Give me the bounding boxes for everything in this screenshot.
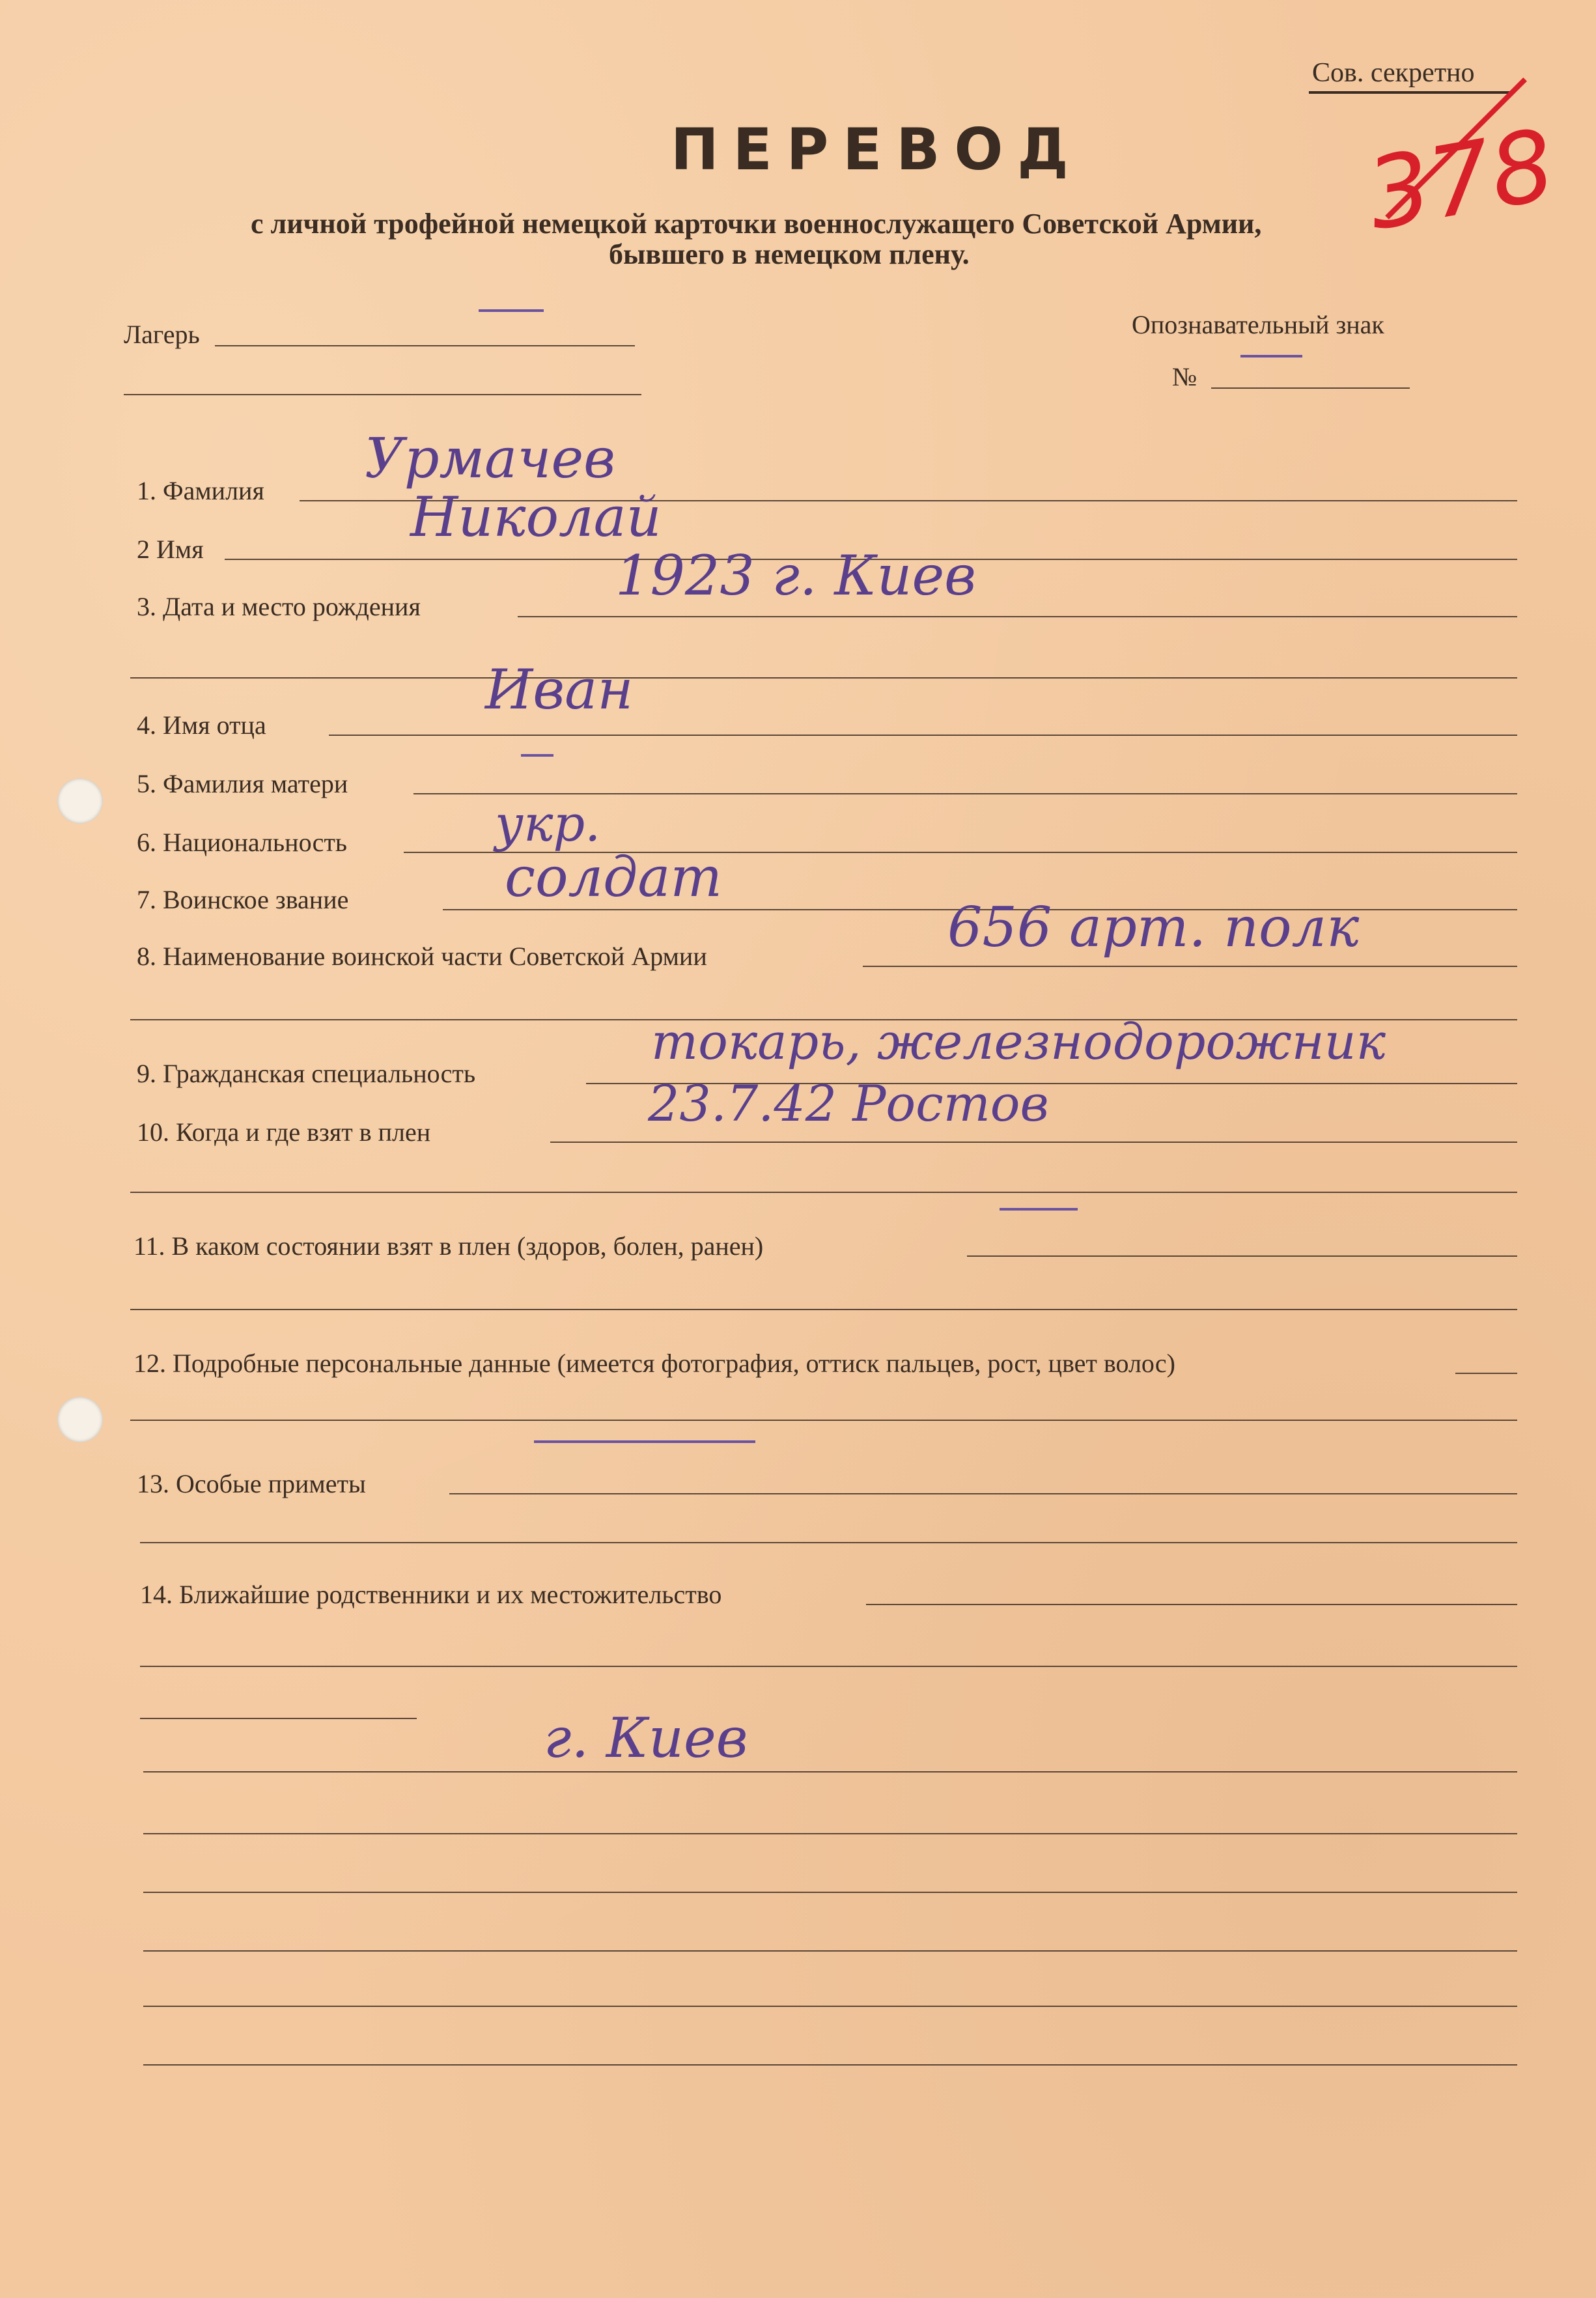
camp-dash-mark bbox=[479, 309, 544, 312]
camp-line-2 bbox=[124, 394, 641, 395]
field-14-line bbox=[866, 1604, 1517, 1605]
field-1-value: Урмачев bbox=[365, 427, 616, 490]
field-7-label: 7. Воинское звание bbox=[137, 885, 349, 914]
blank-line-3 bbox=[143, 1892, 1517, 1893]
classification-underline bbox=[1309, 91, 1514, 94]
field-6-label: 6. Национальность bbox=[137, 828, 348, 857]
field-11-line bbox=[967, 1255, 1517, 1257]
blank-line-2 bbox=[143, 1833, 1517, 1834]
blank-line-5 bbox=[143, 2006, 1517, 2007]
id-tag-dash-mark bbox=[1240, 355, 1302, 357]
field-13-line bbox=[449, 1493, 1517, 1494]
field-3-line bbox=[518, 616, 1517, 617]
field-14-line-2 bbox=[140, 1666, 1517, 1667]
classification-mark: Сов. секретно bbox=[1312, 58, 1475, 88]
field-13-line-2 bbox=[140, 1542, 1517, 1543]
field-10-label: 10. Когда и где взят в плен bbox=[137, 1117, 431, 1147]
camp-line-1 bbox=[215, 345, 635, 346]
field-4-value: Иван bbox=[485, 658, 634, 722]
document-subtitle-line-1: с личной трофейной немецкой карточки военнослужащего Советской Армии, bbox=[251, 208, 1262, 240]
field-5-label: 5. Фамилия матери bbox=[137, 769, 348, 798]
field-11-line-2 bbox=[130, 1309, 1517, 1310]
field-9-label: 9. Гражданская специальность bbox=[137, 1059, 476, 1088]
field-4-line bbox=[329, 735, 1517, 736]
camp-label: Лагерь bbox=[124, 320, 200, 349]
field-8-line bbox=[863, 966, 1517, 967]
field-12-line-2 bbox=[130, 1420, 1517, 1421]
field-9-value: токарь, железнодорожник bbox=[651, 1013, 1386, 1071]
blank-line-6 bbox=[143, 2064, 1517, 2066]
field-5-dash-mark bbox=[521, 754, 553, 757]
field-3-value: 1923 г. Киев bbox=[615, 544, 977, 608]
field-14-value: г. Киев bbox=[544, 1706, 748, 1770]
blank-line-4 bbox=[143, 1950, 1517, 1952]
document-subtitle-line-2: бывшего в немецком плену. bbox=[609, 238, 970, 270]
document-title: ПЕРЕВОД bbox=[671, 116, 1083, 183]
field-6-value: укр. bbox=[495, 794, 601, 852]
field-2-label: 2 Имя bbox=[137, 535, 204, 564]
field-10-line bbox=[550, 1142, 1517, 1143]
id-tag-number-line bbox=[1211, 387, 1410, 389]
field-11-label: 11. В каком состоянии взят в плен (здоров, болен, ранен) bbox=[133, 1231, 764, 1261]
id-tag-number-label: № bbox=[1172, 362, 1197, 391]
punch-hole-bottom bbox=[57, 1397, 103, 1442]
field-1-label: 1. Фамилия bbox=[137, 476, 264, 505]
field-8-value: 656 арт. полк bbox=[947, 895, 1360, 959]
field-12-line bbox=[1455, 1373, 1517, 1374]
field-8-label: 8. Наименование воинской части Советской Армии bbox=[137, 942, 707, 971]
field-7-value: солдат bbox=[505, 845, 723, 909]
field-3-line-2 bbox=[130, 677, 1517, 679]
field-10-value: 23.7.42 Ростов bbox=[648, 1074, 1049, 1132]
field-13-label: 13. Особые приметы bbox=[137, 1469, 366, 1498]
field-4-label: 4. Имя отца bbox=[137, 710, 266, 740]
blank-line-1 bbox=[143, 1771, 1517, 1773]
field-12-dash-mark bbox=[534, 1440, 755, 1443]
registration-number-stamp: 378 bbox=[1359, 108, 1563, 253]
id-tag-label: Опознавательный знак bbox=[1132, 310, 1384, 339]
field-11-dash-mark bbox=[1000, 1208, 1078, 1211]
field-2-value: Николай bbox=[410, 485, 662, 549]
field-14-label: 14. Ближайшие родственники и их местожительство bbox=[140, 1580, 722, 1609]
punch-hole-top bbox=[57, 778, 103, 824]
field-14-line-3 bbox=[140, 1718, 417, 1719]
field-12-label: 12. Подробные персональные данные (имеется фотография, оттиск пальцев, рост, цвет волос) bbox=[133, 1349, 1175, 1378]
field-3-label: 3. Дата и место рождения bbox=[137, 592, 421, 621]
field-10-line-2 bbox=[130, 1192, 1517, 1193]
